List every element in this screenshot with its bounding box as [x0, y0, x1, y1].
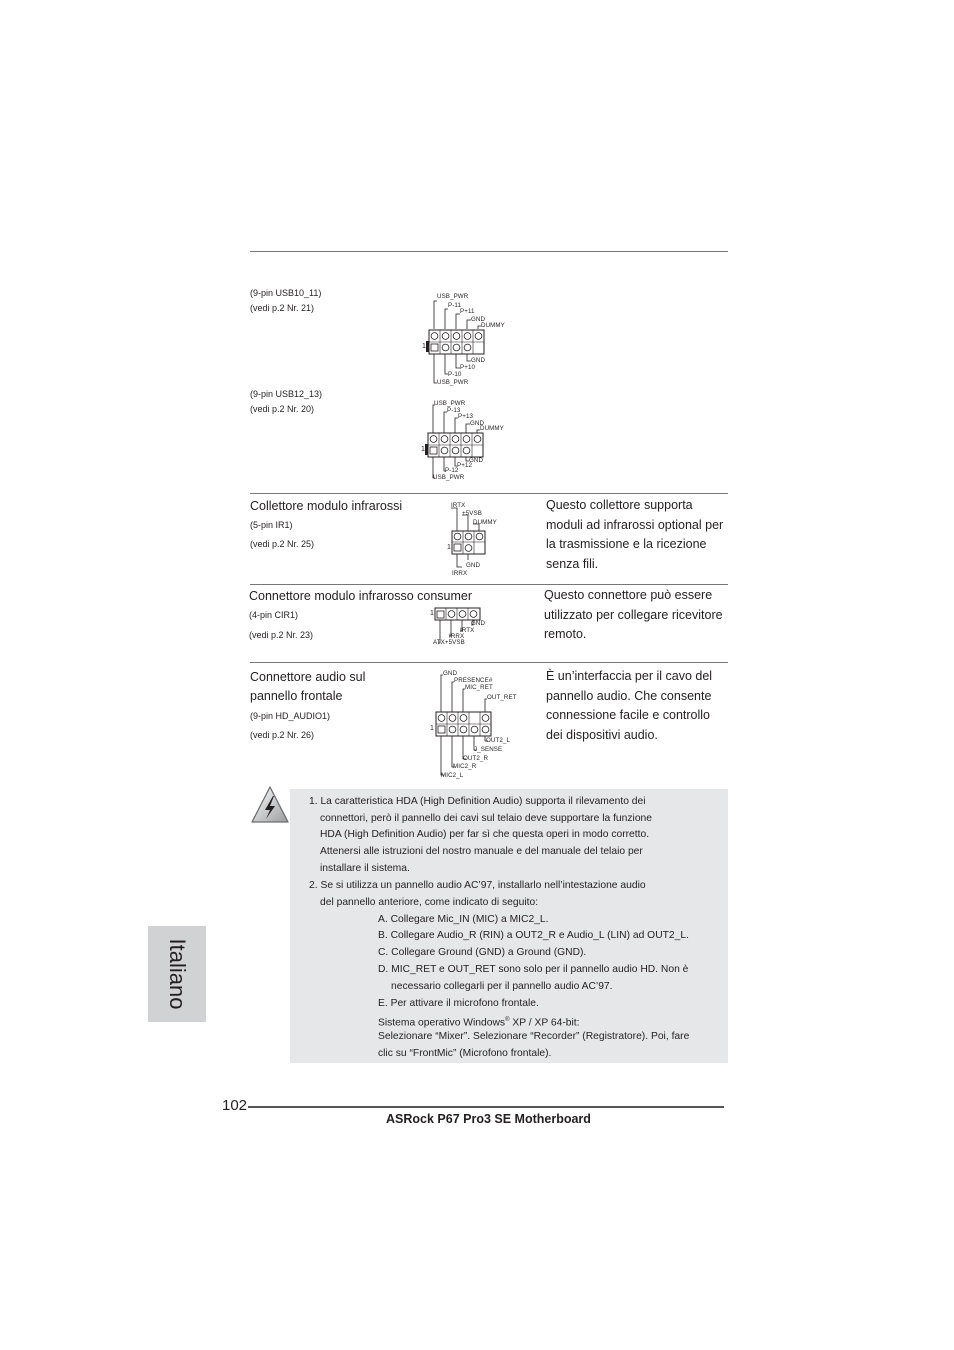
note-item-d-line1: D. MIC_RET e OUT_RET sono solo per il pannello audio HD. Non è — [378, 964, 689, 975]
usb10-pin-p+11: P+11 — [460, 308, 475, 315]
note-item-d-line2: necessario collegarli per il pannello audio AC’97. — [391, 981, 613, 992]
audio-pin-label: (9-pin HD_AUDIO1) — [250, 711, 331, 721]
ir-pin1-marker: 1 — [447, 544, 451, 551]
page-number: 102 — [222, 1097, 248, 1114]
usb10-pin-gnd-top: GND — [471, 316, 486, 323]
usb12-pin-p-13: P-13 — [447, 407, 461, 414]
ir-pin-label: (5-pin IR1) — [250, 520, 293, 530]
usb12-pin-dummy: DUMMY — [480, 425, 504, 432]
ir-pin-irrx: IRRX — [452, 570, 468, 577]
audio-pin-mic2-l: MIC2_L — [441, 772, 464, 779]
note-os-line — [378, 1014, 580, 1029]
audio-pin-mic2-r: MIC2_R — [453, 763, 477, 770]
cir-title: Connettore modulo infrarosso consumer — [249, 589, 473, 603]
audio-title-line2: pannello frontale — [250, 689, 343, 703]
note-line-5: installare il sistema. — [320, 863, 410, 874]
usb10-pin-usb-pwr-bottom: USB_PWR — [437, 379, 469, 386]
footer-product: ASRock P67 Pro3 SE Motherboard — [386, 1112, 591, 1126]
audio-title-line1: Connettore audio sul — [250, 670, 366, 684]
note-item-a: A. Collegare Mic_IN (MIC) a MIC2_L. — [378, 914, 549, 925]
cir-pin-gnd: GND — [471, 620, 486, 627]
usb10-pin-p+10: P+10 — [460, 364, 476, 371]
usb12-pin-usb-pwr-top: USB_PWR — [434, 400, 466, 407]
note-line-2: connettori, però il pannello dei cavi sul telaio deve supportare la funzione — [320, 813, 652, 824]
usb12-pin-p-12: P-12 — [445, 467, 459, 474]
ir-pin-dummy: DUMMY — [473, 519, 497, 526]
note-line-3: HDA (High Definition Audio) per far sì che questa operi in modo corretto. — [320, 829, 650, 840]
language-side-tab — [148, 926, 206, 1022]
usb10-pin-p-11: P-11 — [448, 302, 462, 309]
ir-description: Questo collettore supporta moduli ad infrarossi optional per la trasmissione e la ricezione senza fili. — [546, 498, 724, 571]
usb12-pin-gnd-top: GND — [470, 420, 485, 427]
note-line-1: 1. La caratteristica HDA (High Definition Audio) supporta il rilevamento dei — [309, 796, 646, 807]
note-mixer-line-1: Selezionare “Mixer”. Selezionare “Recorder” (Registratore). Poi, fare — [378, 1031, 690, 1042]
warning-lightning-icon — [250, 785, 290, 825]
audio-pin-presence: PRESENCE# — [454, 677, 493, 684]
usb12-pin-label: (9-pin USB12_13) — [250, 389, 323, 399]
usb10-pin-label: (9-pin USB10_11) — [250, 288, 322, 298]
usb10-pin-gnd-bottom: GND — [471, 357, 486, 364]
audio-pin-out-ret: OUT_RET — [487, 694, 517, 701]
usb12-pin-gnd-bottom: GND — [469, 457, 484, 464]
cir-description: Questo connettore può essere utilizzato per collegare ricevitore remoto. — [544, 588, 723, 641]
cir-pin-atx5vsb: ATX+5VSB — [433, 639, 465, 646]
usb10-pin-usb-pwr-top: USB_PWR — [437, 293, 469, 300]
note-mixer-line-2: clic su “FrontMic” (Microfono frontale). — [378, 1048, 552, 1059]
usb12-pin-p+12: P+12 — [457, 462, 473, 469]
ir-ref: (vedi p.2 Nr. 25) — [250, 539, 315, 549]
note-line-6: 2. Se si utilizza un pannello audio AC’97, installarlo nell’intestazione audio — [309, 880, 646, 891]
audio-pin-out2-l: OUT2_L — [486, 737, 510, 744]
audio-description: È un’interfaccia per il cavo del pannello audio. Che consente connessione facile e controllo dei dispositivi audio. — [546, 669, 713, 742]
cir-pin-label: (4-pin CIR1) — [249, 610, 299, 620]
ir-pin-gnd: GND — [466, 562, 481, 569]
usb10-pin-dummy: DUMMY — [481, 322, 505, 329]
note-os-prefix: Sistema operativo Windows — [378, 1017, 506, 1029]
usb12-pin1-marker: 1 — [421, 446, 425, 453]
note-item-b: B. Collegare Audio_R (RIN) a OUT2_R e Audio_L (LIN) ad OUT2_L. — [378, 930, 689, 941]
audio-pin-j-sense: J_SENSE — [474, 746, 503, 753]
ir-pin-5vsb: +5VSB — [462, 510, 482, 517]
footer-rule — [248, 1106, 724, 1108]
usb10-pin1-marker: 1 — [422, 343, 426, 350]
ir-pin-irtx: IRTX — [451, 502, 466, 509]
note-os-registered: ® — [505, 1017, 510, 1023]
ir-title: Collettore modulo infrarossi — [250, 499, 403, 513]
audio-pin-out2-r: OUT2_R — [463, 755, 489, 762]
cir-pin-irtx: IRTX — [460, 627, 475, 634]
usb12-ref: (vedi p.2 Nr. 20) — [250, 404, 315, 414]
cir-pin1-marker: 1 — [430, 610, 434, 617]
usb10-pin-p-10: P-10 — [448, 371, 462, 378]
audio-pin-mic-ret: MIC_RET — [465, 684, 493, 691]
cir-pin-irrx: IRRX — [449, 633, 465, 640]
usb12-pin-p+13: P+13 — [458, 413, 474, 420]
note-line-7: del pannello anteriore, come indicato di seguito: — [320, 897, 539, 908]
audio-pin1-marker: 1 — [430, 725, 434, 732]
note-os-suffix: XP / XP 64-bit: — [509, 1017, 580, 1029]
language-side-tab-label: Italiano — [165, 938, 190, 1010]
usb10-ref: (vedi p.2 Nr. 21) — [250, 303, 315, 313]
note-item-e: E. Per attivare il microfono frontale. — [378, 998, 539, 1009]
cir-ref: (vedi p.2 Nr. 23) — [249, 630, 314, 640]
usb12-pin-usb-pwr-bottom: USB_PWR — [433, 474, 465, 481]
note-line-4: Attenersi alle istruzioni del nostro manuale e del manuale del telaio per — [320, 846, 643, 857]
note-item-c: C. Collegare Ground (GND) a Ground (GND). — [378, 947, 587, 958]
audio-pin-gnd: GND — [443, 670, 458, 677]
audio-ref: (vedi p.2 Nr. 26) — [250, 730, 315, 740]
